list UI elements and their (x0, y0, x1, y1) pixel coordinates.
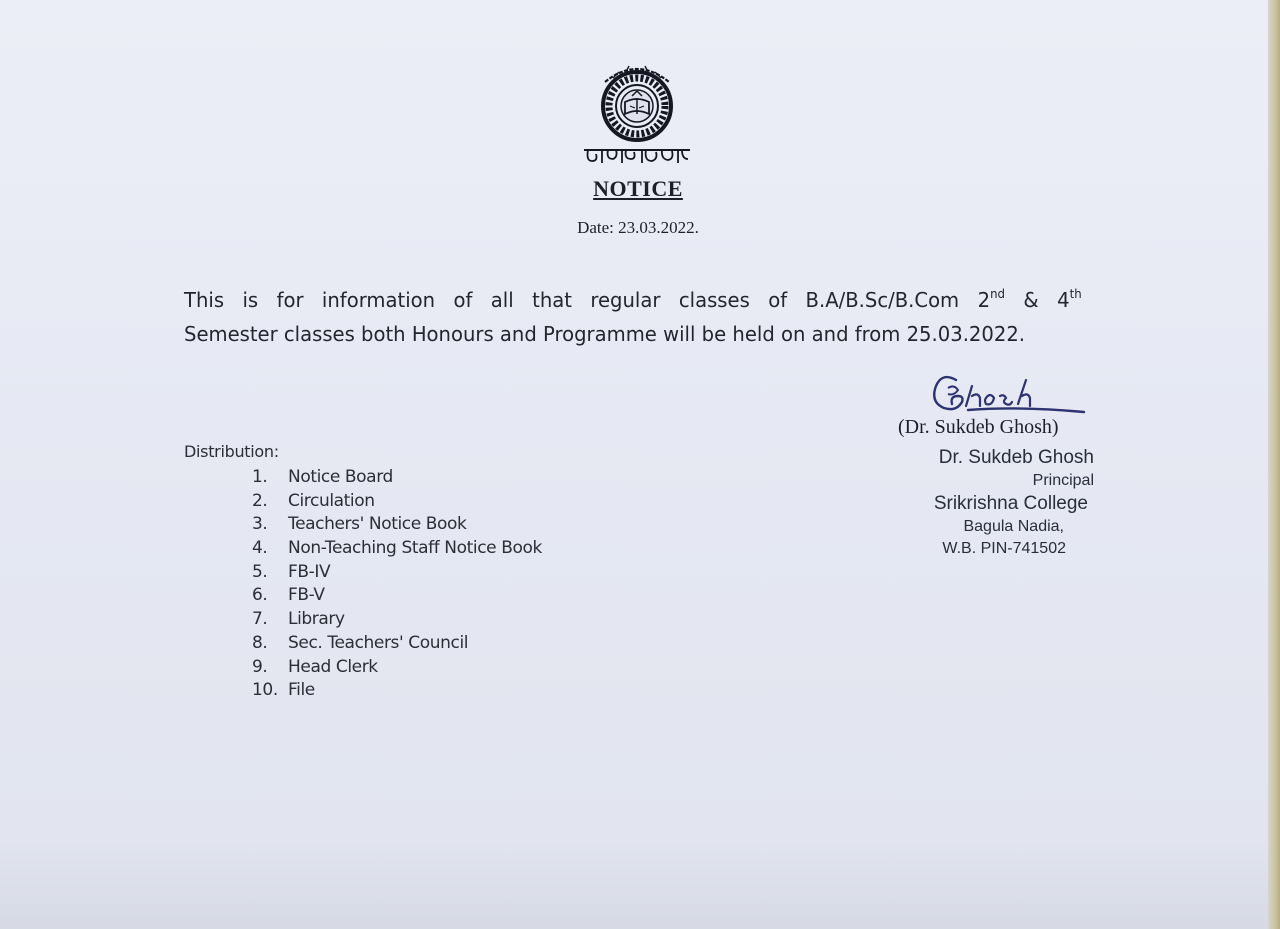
item-number: 6. (252, 585, 268, 606)
item-number: 7. (252, 609, 268, 630)
body-word: of (768, 288, 788, 312)
distribution-list (252, 466, 542, 703)
list-item (252, 632, 542, 656)
stamp-address-line2: W.B. PIN-741502 (942, 540, 1066, 557)
ordinal-number: 2 (977, 288, 991, 312)
signatory-name: (Dr. Sukdeb Ghosh) (898, 416, 1059, 438)
list-item (252, 679, 542, 703)
body-word: all (490, 288, 514, 312)
body-ampersand: & (1023, 288, 1039, 312)
list-item (252, 656, 542, 680)
item-text: FB-IV (288, 561, 331, 582)
item-number: 3. (252, 514, 268, 535)
item-text: Notice Board (288, 467, 393, 487)
item-text: Circulation (288, 490, 375, 511)
list-item (252, 608, 542, 632)
notice-title: NOTICE (593, 176, 683, 201)
list-item (252, 584, 542, 608)
notice-body (184, 283, 1082, 351)
paper-shadow (0, 839, 1280, 929)
list-item (252, 561, 542, 585)
semester-ordinal-4th (1057, 283, 1082, 317)
ordinal-suffix: nd (990, 287, 1005, 301)
item-text: Non-Teaching Staff Notice Book (288, 538, 542, 559)
item-text: FB-V (288, 585, 325, 606)
body-word: that (532, 288, 572, 312)
date-value: 23.03.2022. (618, 218, 699, 237)
ordinal-suffix: th (1069, 287, 1082, 301)
item-number: 5. (252, 561, 268, 582)
distribution-label: Distribution: (184, 442, 279, 461)
body-word: classes (678, 288, 750, 312)
stamp-title: Principal (1032, 472, 1094, 489)
principal-stamp (904, 446, 1094, 560)
body-word: B.A/B.Sc/B.Com (805, 288, 960, 312)
body-word: for (276, 288, 304, 312)
body-word: information (321, 288, 436, 312)
body-word: is (242, 288, 259, 312)
item-text: Head Clerk (288, 656, 378, 677)
item-number: 4. (252, 538, 268, 559)
ordinal-number: 4 (1057, 288, 1070, 312)
body-word: of (453, 288, 473, 312)
stamp-address-line1: Bagula Nadia, (963, 518, 1064, 535)
item-text: Teachers' Notice Book (288, 514, 467, 535)
semester-ordinal-2nd (978, 283, 1005, 317)
list-item (252, 490, 542, 514)
item-number: 8. (252, 632, 268, 653)
body-line-1 (184, 283, 1082, 317)
item-number: 10. (252, 680, 278, 701)
body-line-2: Semester classes both Honours and Programme will be held on and from 25.03.2022. (184, 322, 1026, 346)
item-text: Sec. Teachers' Council (288, 632, 469, 653)
date-label: Date: (577, 218, 619, 237)
body-word: regular (590, 288, 661, 312)
list-item (252, 466, 542, 490)
item-text: File (288, 680, 315, 701)
item-number: 1. (252, 467, 268, 487)
desk-edge (1268, 0, 1280, 929)
item-number: 9. (252, 656, 268, 677)
item-number: 2. (252, 490, 268, 511)
stamp-name: Dr. Sukdeb Ghosh (938, 447, 1094, 468)
list-item (252, 513, 542, 537)
item-text: Library (288, 609, 345, 630)
stamp-college: Srikrishna College (933, 493, 1088, 514)
seal-caption-text (578, 145, 696, 167)
body-word: This (184, 288, 225, 312)
notice-date (0, 218, 1276, 238)
list-item (252, 537, 542, 561)
